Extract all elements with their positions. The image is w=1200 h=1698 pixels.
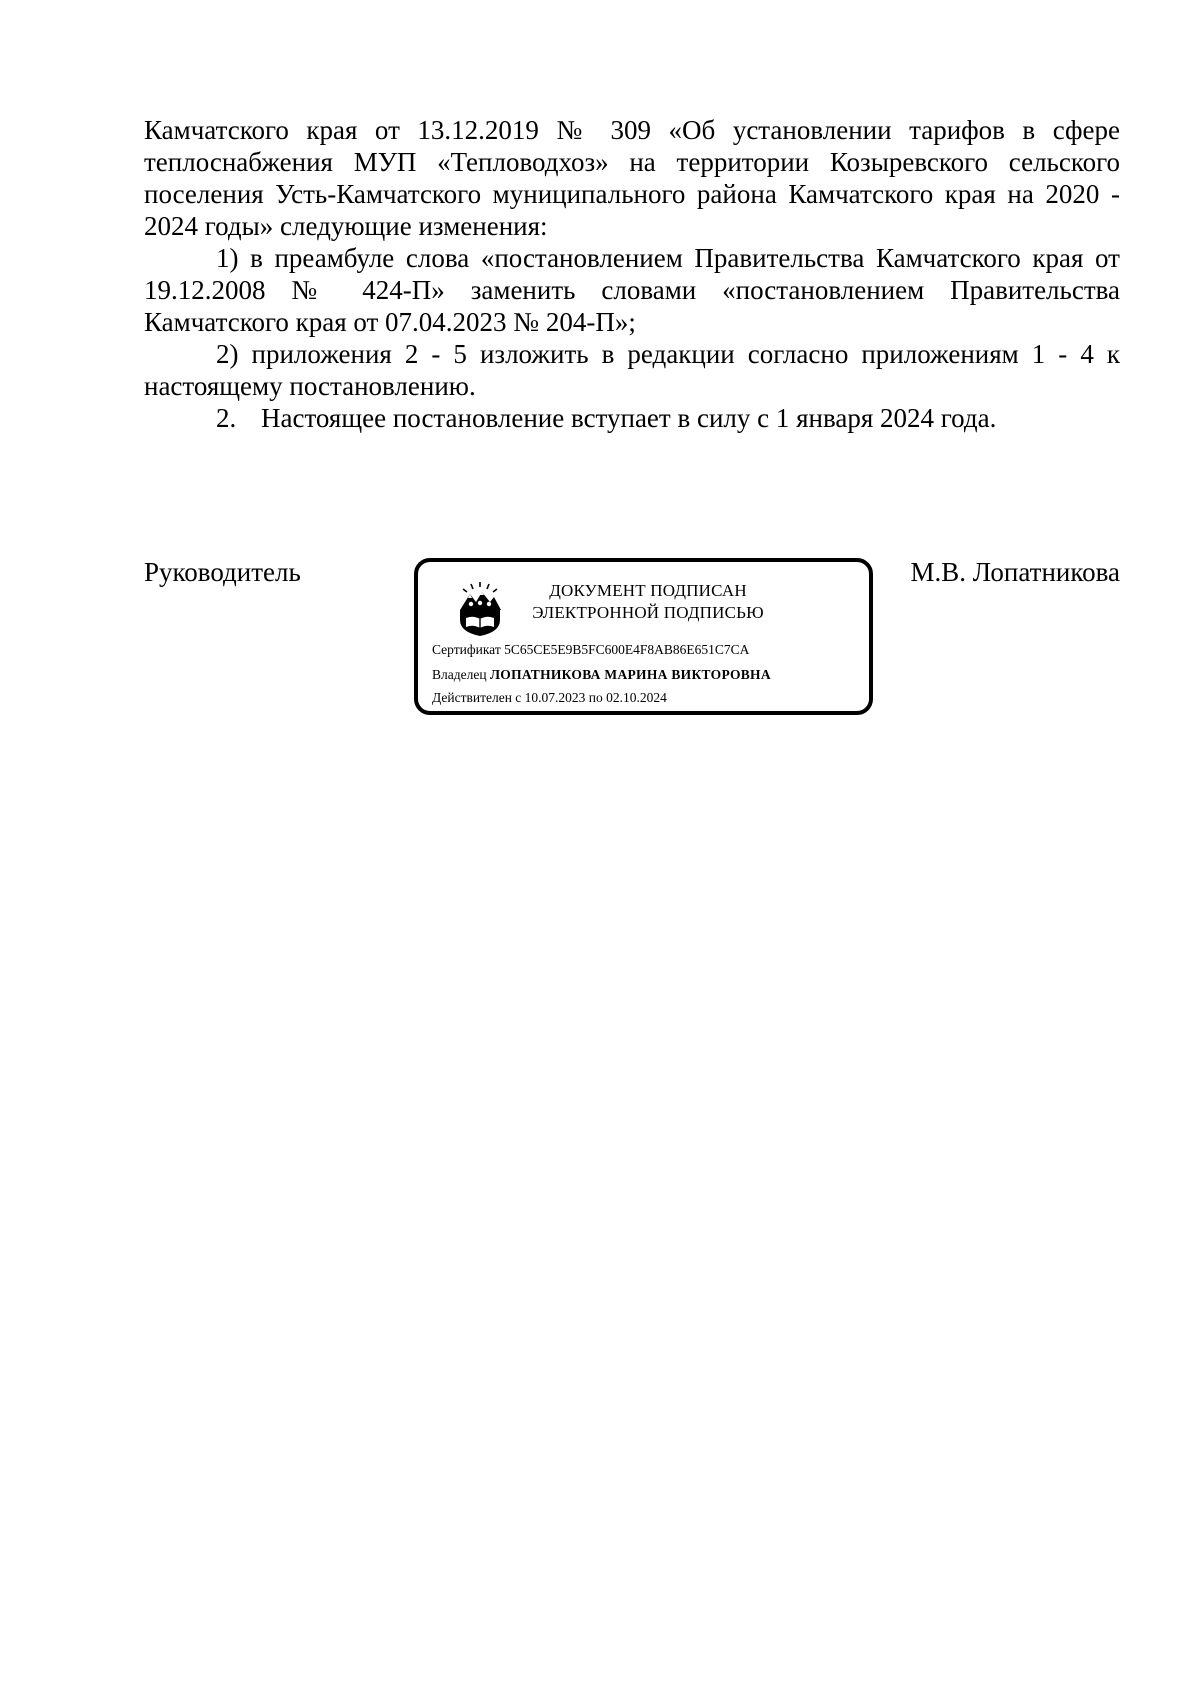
certificate-value: 5C65CE5E9B5FC600E4F8AB86E651C7CA	[504, 642, 750, 657]
owner-label: Владелец	[432, 667, 487, 682]
stamp-header	[528, 580, 768, 624]
final-item-text: Настоящее постановление вступает в силу с 1 января 2024 года.	[261, 403, 997, 433]
signatory-position: Руководитель	[144, 557, 301, 587]
valid-from: 10.07.2023	[524, 690, 586, 705]
paragraph-item-2: 2) приложения 2 - 5 изложить в редакции согласно приложениям 1 - 4 к настоящему постановлению.	[144, 339, 1120, 401]
kamchatka-emblem-icon	[456, 580, 504, 638]
signatory-name: М.В. Лопатникова	[910, 557, 1120, 587]
stamp-owner-line	[432, 666, 771, 684]
paragraph-final-item	[144, 402, 1120, 434]
valid-label: Действителен с	[432, 690, 522, 705]
paragraph-item-1: 1) в преамбуле слова «постановлением Правительства Камчатского края от 19.12.2008 № 424-П» заменить словами «постановлением Правительства Камчатского края от 07.04.2023 № 204-П»;	[144, 243, 1120, 337]
valid-to: 02.10.2024	[606, 690, 667, 705]
document-body	[144, 114, 1120, 434]
stamp-header-line1: ДОКУМЕНТ ПОДПИСАН	[549, 581, 747, 600]
electronic-signature-stamp	[414, 558, 873, 715]
stamp-header-line2: ЭЛЕКТРОННОЙ ПОДПИСЬЮ	[532, 603, 764, 622]
valid-to-label: по	[588, 690, 603, 705]
paragraph-amendment-intro: Камчатского края от 13.12.2019 № 309 «Об установлении тарифов в сфере теплоснабжения МУП «Тепловодхоз» на территории Козыревского сельского поселения Усть-Камчатского муниципального района Камчатского края на 2020 - 2024 годы» следующие изменения:	[144, 115, 1120, 241]
stamp-validity-line	[432, 689, 667, 707]
stamp-certificate-line	[432, 641, 749, 659]
final-item-number: 2.	[216, 403, 237, 433]
certificate-label: Сертификат	[432, 642, 501, 657]
owner-value: ЛОПАТНИКОВА МАРИНА ВИКТОРОВНА	[489, 667, 771, 682]
